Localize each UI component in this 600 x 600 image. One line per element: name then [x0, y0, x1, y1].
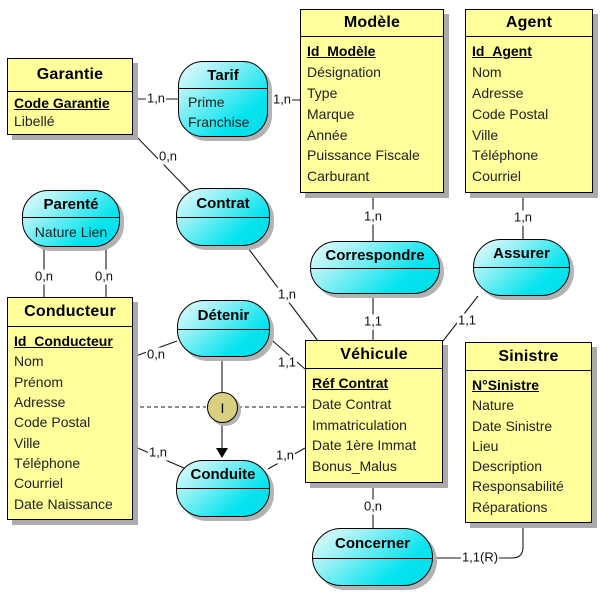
cardinality-label-conducteur-detenir: 0,n	[146, 346, 166, 362]
entity-attribute: Code Postal	[14, 414, 91, 431]
cardinality-label-contrat-vehicule: 1,n	[277, 286, 297, 302]
entity-attribute: Ville	[14, 434, 41, 451]
entity-attribute: Date Sinistre	[472, 417, 553, 434]
entity-vehicule-title: Véhicule	[306, 341, 442, 369]
entity-sinistre-title: Sinistre	[466, 343, 591, 371]
entity-attribute: Désignation	[307, 64, 381, 81]
entity-attribute: Ville	[472, 126, 499, 143]
entity-modele	[300, 9, 444, 193]
entity-attribute: Adresse	[14, 393, 66, 410]
entity-attribute: Carburant	[307, 168, 370, 185]
entity-garantie-title: Garantie	[8, 59, 132, 92]
cardinality-label-agent-assurer: 1,n	[513, 209, 533, 225]
entity-attribute: Réparations	[472, 498, 548, 515]
relation-tarif	[178, 61, 268, 137]
entity-modele-attributes	[301, 37, 443, 192]
entity-agent-attributes	[466, 37, 592, 192]
entity-attribute: Date Naissance	[14, 495, 113, 512]
cardinality-label-garantie-contrat: 0,n	[158, 148, 178, 164]
relation-assurer-title: Assurer	[474, 240, 569, 268]
cardinality-label-tarif-modele: 1,n	[272, 91, 292, 107]
relation-concerner	[312, 528, 433, 586]
relation-attribute: Prime	[188, 94, 225, 111]
cardinality-label-correspondre-vehicule: 1,1	[363, 313, 383, 329]
cardinality-label-vehicule-concerner: 0,n	[363, 498, 383, 514]
relation-parente	[22, 190, 120, 247]
cardinality-label-garantie-tarif: 1,n	[146, 90, 166, 106]
entity-attribute: Courriel	[472, 168, 522, 185]
cardinality-label-concerner-sinistre: 1,1(R)	[461, 549, 499, 565]
relation-detenir-title: Détenir	[178, 301, 269, 330]
entity-attribute: Date Contrat	[312, 396, 392, 413]
entity-attribute: Libellé	[14, 113, 55, 130]
relation-conduite-title: Conduite	[177, 461, 269, 489]
entity-garantie-attributes	[8, 92, 132, 134]
entity-agent-title: Agent	[466, 10, 592, 37]
relation-detenir	[177, 300, 270, 357]
entity-sinistre-attributes	[466, 371, 591, 522]
entity-key-attribute: Code Garantie	[14, 95, 110, 112]
entity-attribute: Code Postal	[472, 105, 549, 122]
relation-concerner-title: Concerner	[313, 529, 432, 559]
entity-vehicule-attributes	[306, 369, 442, 482]
entity-attribute: Immatriculation	[312, 416, 407, 433]
relation-parente-title: Parenté	[23, 191, 119, 218]
relation-tarif-attributes	[179, 89, 267, 136]
cardinality-label-parente-conducteur-a: 0,n	[34, 268, 54, 284]
entity-attribute: Nom	[14, 353, 44, 370]
entity-attribute: Téléphone	[14, 454, 81, 471]
cardinality-label-modele-correspondre: 1,n	[363, 208, 383, 224]
entity-attribute: Description	[472, 458, 543, 475]
entity-attribute: Marque	[307, 105, 355, 122]
cardinality-label-conduite-vehicule: 1,n	[275, 447, 295, 463]
entity-key-attribute: Id_Agent	[472, 43, 532, 60]
entity-attribute: Nature	[472, 397, 515, 414]
constraint-arrowhead	[216, 448, 228, 458]
entity-attribute: Prénom	[14, 373, 64, 390]
entity-attribute: Adresse	[472, 85, 524, 101]
cardinality-label-conducteur-conduite: 1,n	[148, 444, 168, 460]
entity-attribute: Bonus_Malus	[312, 458, 397, 475]
entity-attribute: Année	[307, 126, 348, 143]
relation-assurer	[473, 239, 570, 296]
entity-agent	[465, 9, 593, 193]
entity-attribute: Responsabilité	[472, 478, 564, 495]
entity-key-attribute: Id_Modèle	[307, 43, 376, 60]
relation-contrat-title: Contrat	[177, 189, 269, 218]
entity-key-attribute: Réf Contrat	[312, 375, 389, 392]
relation-correspondre	[310, 241, 440, 294]
entity-sinistre	[465, 342, 592, 523]
entity-attribute: Date 1ère Immat	[312, 437, 417, 454]
cardinality-label-parente-conducteur-b: 0,n	[94, 268, 114, 284]
entity-attribute: Type	[307, 85, 338, 101]
entity-attribute: Lieu	[472, 437, 499, 454]
cardinality-label-assurer-vehicule: 1,1	[457, 312, 477, 328]
relation-attribute: Nature Lien	[34, 223, 108, 240]
relation-attribute: Franchise	[188, 114, 250, 131]
relation-contrat	[176, 188, 270, 246]
relation-tarif-title: Tarif	[179, 62, 267, 89]
entity-key-attribute: N°Sinistre	[472, 376, 540, 393]
entity-attribute: Téléphone	[472, 147, 539, 164]
cardinality-label-detenir-vehicule: 1,1	[277, 354, 297, 370]
entity-conducteur-attributes	[8, 327, 132, 519]
constraint-symbol: I	[220, 399, 225, 416]
relation-parente-attributes	[23, 218, 119, 246]
entity-attribute: Puissance Fiscale	[307, 147, 420, 164]
inclusion-constraint-circle	[207, 392, 238, 423]
entity-attribute: Courriel	[14, 475, 64, 492]
entity-conducteur	[7, 297, 133, 520]
entity-vehicule	[305, 340, 443, 483]
relation-conduite	[176, 460, 270, 517]
entity-attribute: Nom	[472, 64, 502, 81]
relation-correspondre-title: Correspondre	[311, 242, 439, 269]
entity-garantie	[7, 58, 133, 135]
entity-conducteur-title: Conducteur	[8, 298, 132, 327]
entity-key-attribute: Id_Conducteur	[14, 332, 113, 349]
entity-modele-title: Modèle	[301, 10, 443, 37]
